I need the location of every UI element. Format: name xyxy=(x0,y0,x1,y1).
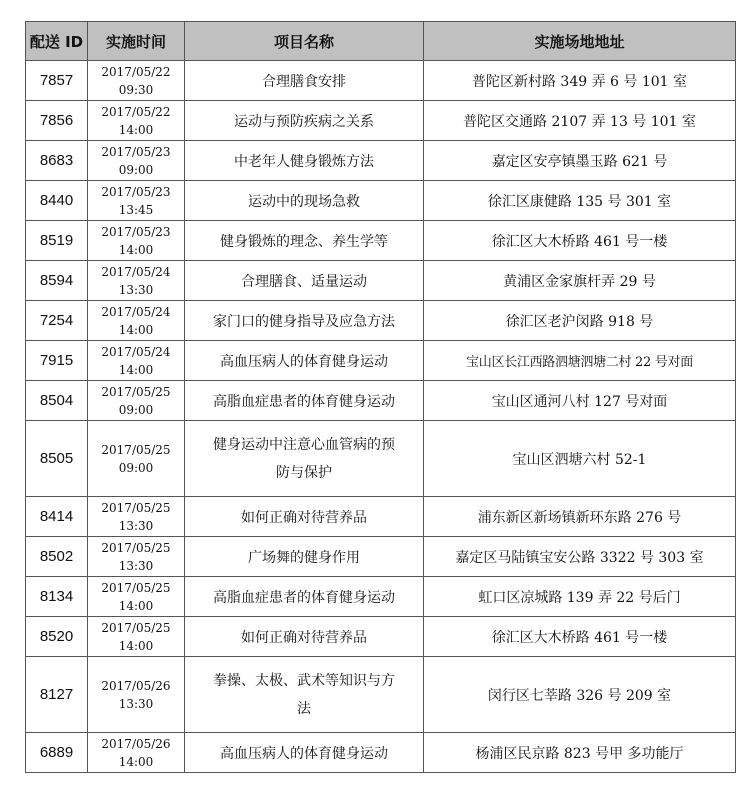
cell-clock: 14:00 xyxy=(118,754,154,769)
cell-date: 2017/05/24 xyxy=(101,264,171,279)
cell-id: 7254 xyxy=(26,301,88,341)
cell-id: 7856 xyxy=(26,101,88,141)
cell-time xyxy=(88,301,185,341)
cell-address: 虹口区凉城路 139 弄 22 号后门 xyxy=(424,577,736,617)
cell-project: 中老年人健身锻炼方法 xyxy=(185,141,424,181)
cell-time xyxy=(88,733,185,773)
table-header xyxy=(26,22,736,61)
header-implementation-time: 实施时间 xyxy=(88,22,185,61)
cell-id: 8519 xyxy=(26,221,88,261)
cell-address: 宝山区长江西路泗塘泗塘二村 22 号对面 xyxy=(424,341,736,381)
cell-address: 杨浦区民京路 823 号甲 多功能厅 xyxy=(424,733,736,773)
cell-clock: 13:30 xyxy=(118,696,154,711)
cell-date: 2017/05/24 xyxy=(101,304,171,319)
table-row xyxy=(26,537,736,577)
cell-project: 运动中的现场急救 xyxy=(185,181,424,221)
table-row xyxy=(26,617,736,657)
cell-address: 徐汇区大木桥路 461 号一楼 xyxy=(424,617,736,657)
cell-date: 2017/05/25 xyxy=(101,384,171,399)
cell-date: 2017/05/23 xyxy=(101,184,171,199)
table-row xyxy=(26,181,736,221)
cell-clock: 09:00 xyxy=(118,460,154,475)
cell-time xyxy=(88,577,185,617)
table-row xyxy=(26,101,736,141)
table-row xyxy=(26,497,736,537)
cell-date: 2017/05/25 xyxy=(101,500,171,515)
cell-date: 2017/05/24 xyxy=(101,344,171,359)
cell-time xyxy=(88,617,185,657)
cell-time xyxy=(88,61,185,101)
table-row xyxy=(26,61,736,101)
cell-project: 健身运动中注意心血管病的预防与保护 xyxy=(185,421,424,497)
table-row xyxy=(26,301,736,341)
cell-project: 运动与预防疾病之关系 xyxy=(185,101,424,141)
cell-project: 健身锻炼的理念、养生学等 xyxy=(185,221,424,261)
cell-clock: 14:00 xyxy=(118,638,154,653)
cell-address: 普陀区交通路 2107 弄 13 号 101 室 xyxy=(424,101,736,141)
cell-project: 合理膳食安排 xyxy=(185,61,424,101)
cell-project: 广场舞的健身作用 xyxy=(185,537,424,577)
cell-address: 嘉定区安亭镇墨玉路 621 号 xyxy=(424,141,736,181)
cell-address: 嘉定区马陆镇宝安公路 3322 号 303 室 xyxy=(424,537,736,577)
cell-clock: 14:00 xyxy=(118,322,154,337)
cell-date: 2017/05/23 xyxy=(101,144,171,159)
table-row xyxy=(26,141,736,181)
cell-time xyxy=(88,421,185,497)
cell-time xyxy=(88,181,185,221)
table-row xyxy=(26,221,736,261)
cell-address: 宝山区通河八村 127 号对面 xyxy=(424,381,736,421)
cell-date: 2017/05/25 xyxy=(101,442,171,457)
table-row xyxy=(26,733,736,773)
cell-clock: 09:00 xyxy=(118,402,154,417)
delivery-schedule-table xyxy=(25,21,736,773)
cell-project: 如何正确对待营养品 xyxy=(185,497,424,537)
cell-time xyxy=(88,657,185,733)
cell-address: 宝山区泗塘六村 52-1 xyxy=(424,421,736,497)
cell-address: 徐汇区老沪闵路 918 号 xyxy=(424,301,736,341)
cell-clock: 14:00 xyxy=(118,122,154,137)
cell-clock: 09:00 xyxy=(118,162,154,177)
table-row xyxy=(26,381,736,421)
header-venue-address: 实施场地地址 xyxy=(424,22,736,61)
cell-project: 家门口的健身指导及应急方法 xyxy=(185,301,424,341)
cell-id: 7915 xyxy=(26,341,88,381)
cell-clock: 14:00 xyxy=(118,598,154,613)
cell-date: 2017/05/25 xyxy=(101,540,171,555)
cell-project: 如何正确对待营养品 xyxy=(185,617,424,657)
cell-time xyxy=(88,261,185,301)
cell-id: 8683 xyxy=(26,141,88,181)
cell-id: 7857 xyxy=(26,61,88,101)
cell-date: 2017/05/25 xyxy=(101,620,171,635)
cell-id: 8594 xyxy=(26,261,88,301)
cell-time xyxy=(88,221,185,261)
cell-project: 合理膳食、适量运动 xyxy=(185,261,424,301)
cell-project: 高血压病人的体育健身运动 xyxy=(185,733,424,773)
cell-id: 8414 xyxy=(26,497,88,537)
cell-clock: 13:30 xyxy=(118,282,154,297)
cell-project: 拳操、太极、武术等知识与方法 xyxy=(185,657,424,733)
cell-date: 2017/05/26 xyxy=(101,736,171,751)
header-delivery-id: 配送 ID xyxy=(26,22,88,61)
cell-time xyxy=(88,141,185,181)
cell-clock: 13:30 xyxy=(118,518,154,533)
cell-address: 闵行区七莘路 326 号 209 室 xyxy=(424,657,736,733)
cell-clock: 13:30 xyxy=(118,558,154,573)
cell-time xyxy=(88,497,185,537)
cell-project: 高脂血症患者的体育健身运动 xyxy=(185,577,424,617)
cell-id: 8520 xyxy=(26,617,88,657)
cell-address: 徐汇区大木桥路 461 号一楼 xyxy=(424,221,736,261)
cell-project: 高血压病人的体育健身运动 xyxy=(185,341,424,381)
cell-address: 普陀区新村路 349 弄 6 号 101 室 xyxy=(424,61,736,101)
cell-address: 浦东新区新场镇新环东路 276 号 xyxy=(424,497,736,537)
cell-id: 8502 xyxy=(26,537,88,577)
cell-clock: 14:00 xyxy=(118,242,154,257)
cell-time xyxy=(88,381,185,421)
table-row xyxy=(26,421,736,497)
header-row xyxy=(26,22,736,61)
header-project-name: 项目名称 xyxy=(185,22,424,61)
cell-id: 6889 xyxy=(26,733,88,773)
table-row xyxy=(26,657,736,733)
cell-clock: 09:30 xyxy=(118,82,154,97)
cell-address: 徐汇区康健路 135 号 301 室 xyxy=(424,181,736,221)
table-row xyxy=(26,341,736,381)
cell-clock: 13:45 xyxy=(118,202,154,217)
cell-id: 8504 xyxy=(26,381,88,421)
cell-date: 2017/05/22 xyxy=(101,104,171,119)
cell-id: 8134 xyxy=(26,577,88,617)
cell-id: 8440 xyxy=(26,181,88,221)
cell-time xyxy=(88,537,185,577)
cell-date: 2017/05/26 xyxy=(101,678,171,693)
cell-time xyxy=(88,101,185,141)
cell-time xyxy=(88,341,185,381)
cell-date: 2017/05/25 xyxy=(101,580,171,595)
cell-id: 8505 xyxy=(26,421,88,497)
table-body xyxy=(26,61,736,773)
cell-date: 2017/05/23 xyxy=(101,224,171,239)
table-row xyxy=(26,577,736,617)
cell-date: 2017/05/22 xyxy=(101,64,171,79)
cell-id: 8127 xyxy=(26,657,88,733)
cell-project: 高脂血症患者的体育健身运动 xyxy=(185,381,424,421)
cell-address: 黄浦区金家旗杆弄 29 号 xyxy=(424,261,736,301)
table-row xyxy=(26,261,736,301)
cell-clock: 14:00 xyxy=(118,362,154,377)
